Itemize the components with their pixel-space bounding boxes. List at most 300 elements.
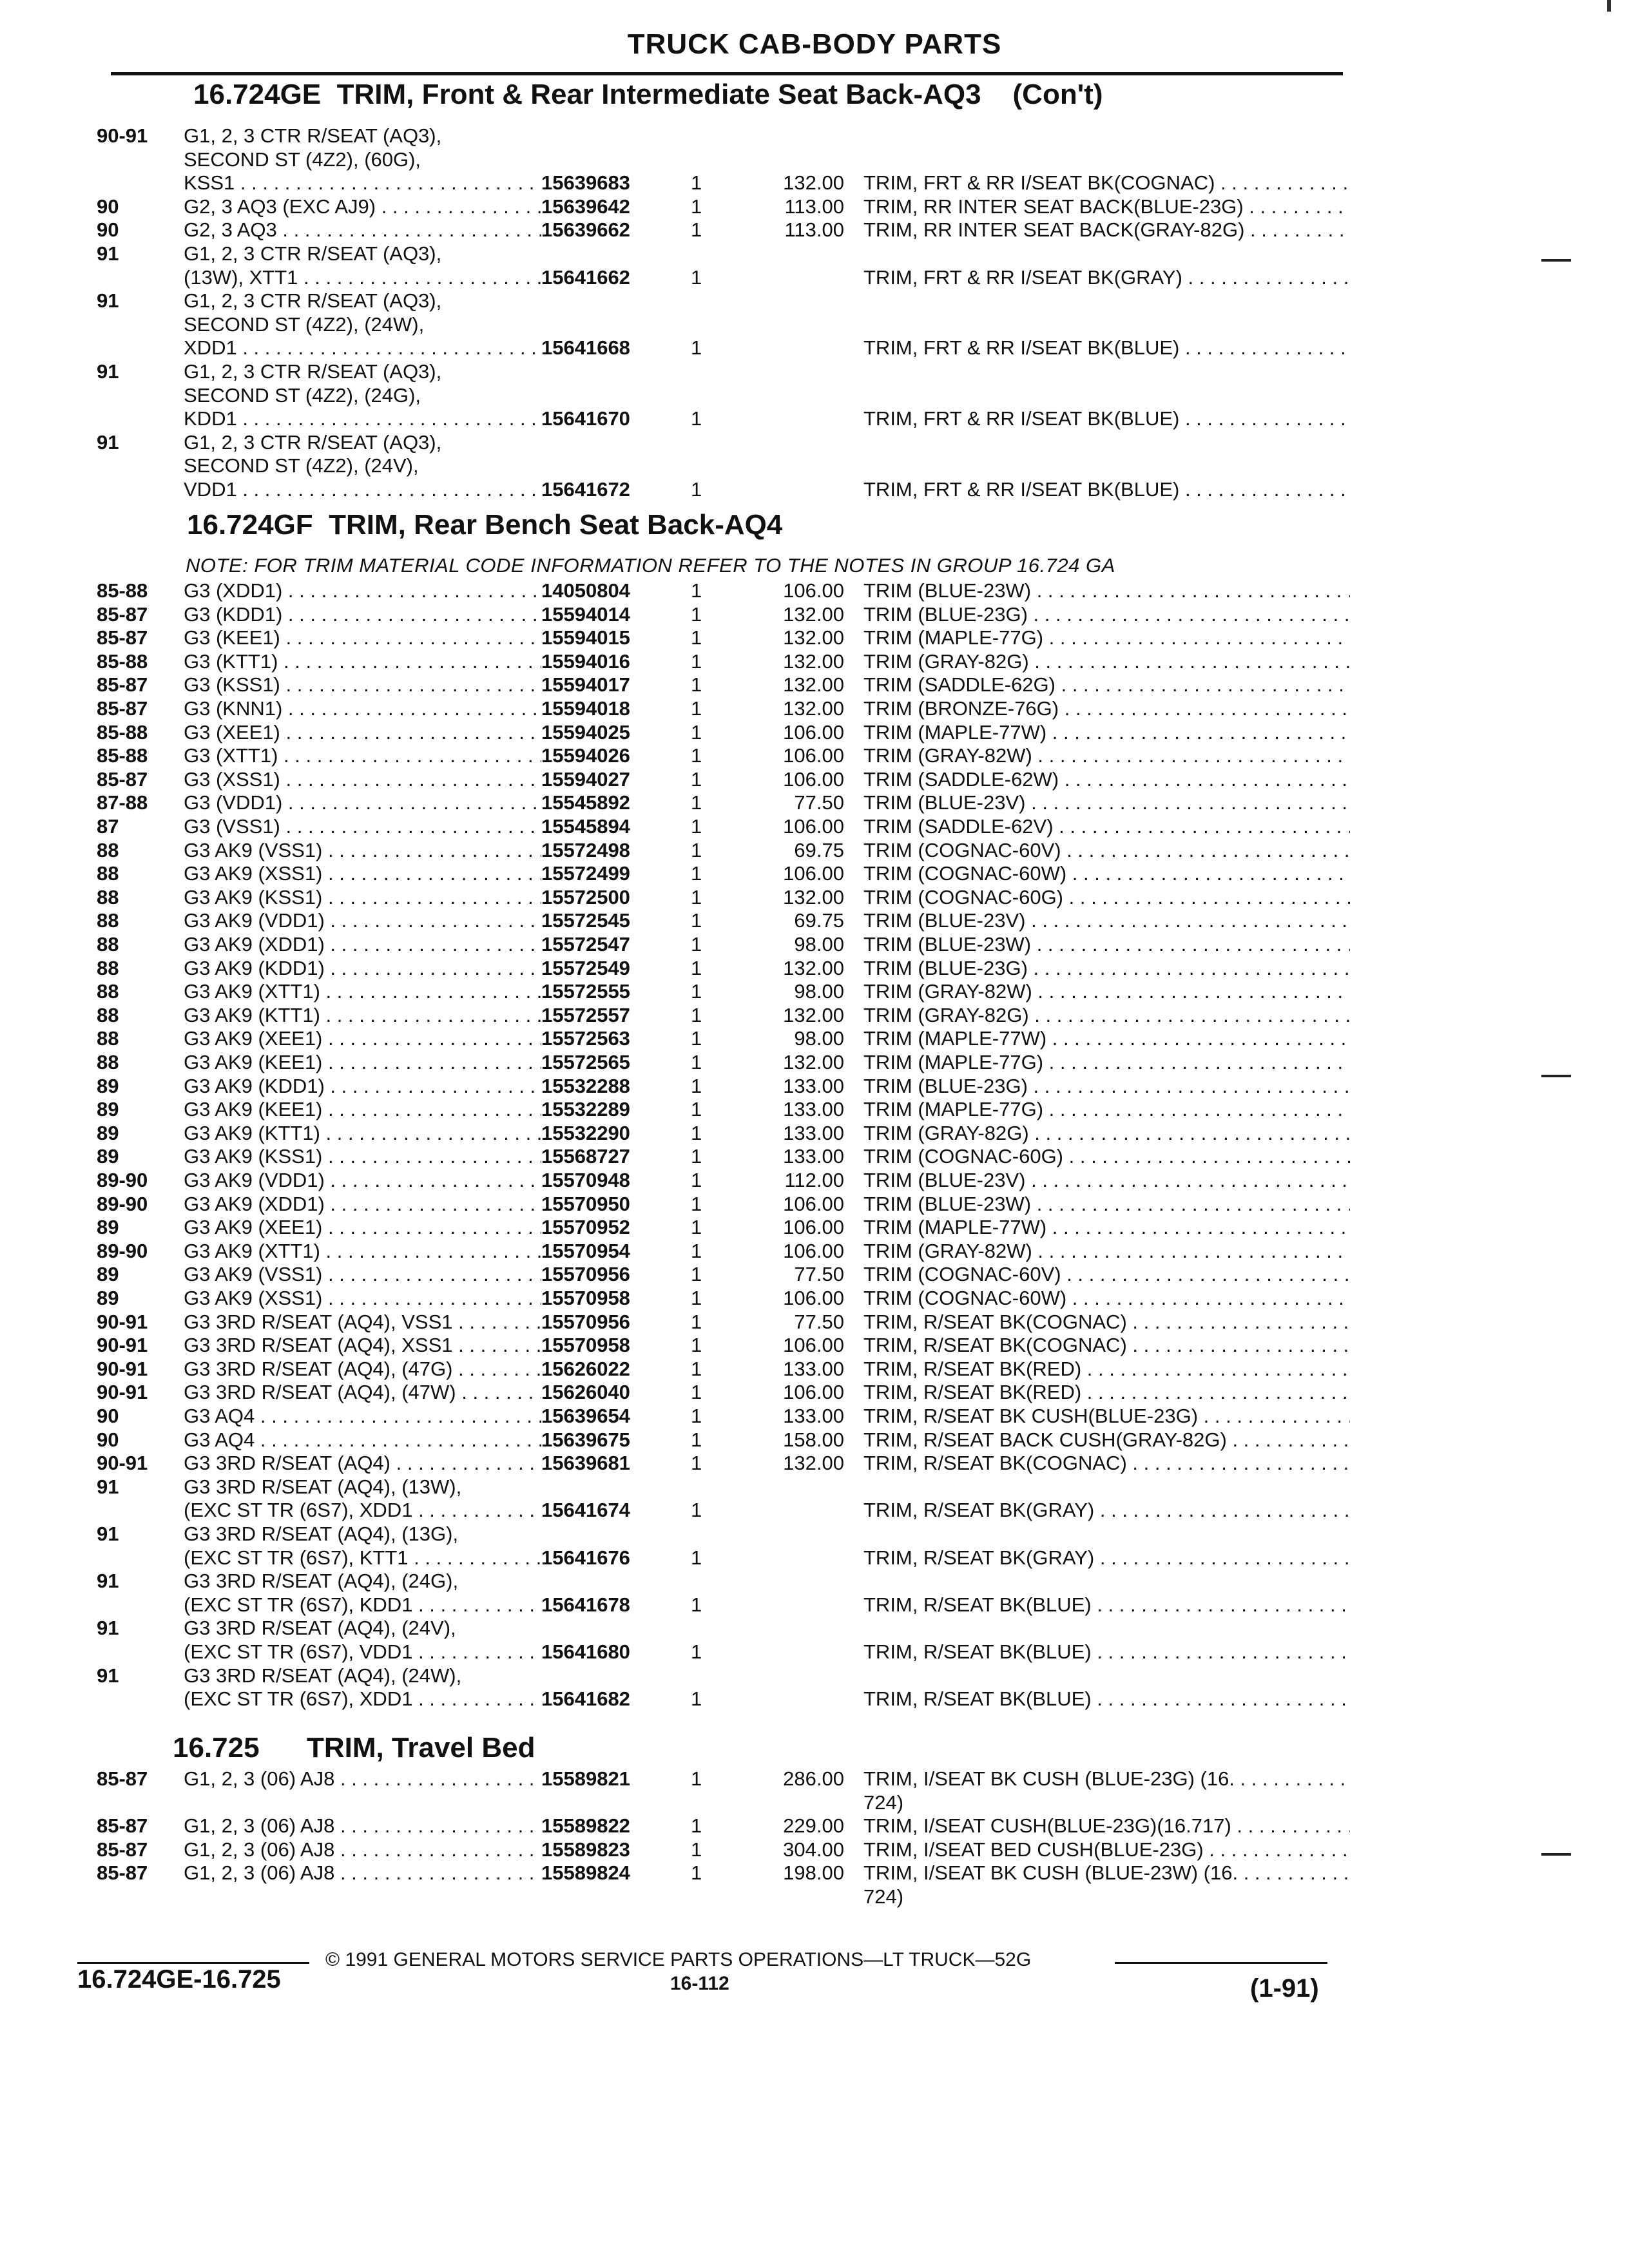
page-header-title: TRUCK CAB-BODY PARTS [627, 28, 1002, 60]
application: G3 AK9 (KDD1) . . . [184, 956, 541, 980]
application: SECOND ST (4Z2), (24W), [184, 312, 425, 336]
part-number: 15641678 [541, 1593, 630, 1616]
quantity: 1 [691, 1310, 702, 1333]
part-number: 15594015 [541, 626, 630, 649]
price: 106.00 [783, 815, 844, 838]
price: 77.50 [794, 791, 844, 814]
part-number: 15572500 [541, 885, 630, 908]
part-number: 15641662 [541, 265, 630, 289]
quantity: 1 [691, 1074, 702, 1097]
quantity: 1 [691, 1814, 702, 1838]
section-suffix: (Con't) [1012, 79, 1103, 110]
part-number: 15641682 [541, 1687, 630, 1711]
application: G3 (VSS1) . . . [184, 814, 541, 838]
application: G3 (XTT1) . . . [184, 744, 541, 767]
part-number: 15570954 [541, 1239, 630, 1262]
description: TRIM (MAPLE-77W) . . . [863, 1026, 1350, 1050]
model-year: 90-91 [97, 1357, 148, 1380]
part-number: 15570948 [541, 1169, 630, 1191]
model-year: 90-91 [97, 1334, 148, 1357]
application: G3 3RD R/SEAT (AQ4), (24V), [184, 1617, 456, 1640]
quantity: 1 [691, 336, 702, 360]
section-code: 16.724GE [193, 79, 322, 110]
quantity: 1 [691, 1121, 702, 1144]
description: TRIM, R/SEAT BK(BLUE) . . . [863, 1593, 1350, 1617]
part-number: 15568727 [541, 1145, 630, 1168]
application: G1, 2, 3 CTR R/SEAT (AQ3), [184, 124, 442, 147]
description: TRIM (SADDLE-62W) . . . [863, 767, 1350, 791]
part-number: 14050804 [541, 579, 630, 602]
description: 724) [863, 1885, 904, 1908]
application: G1, 2, 3 (06) AJ8 . . . [184, 1814, 541, 1838]
model-year: 90-91 [97, 1310, 148, 1333]
description: TRIM (GRAY-82G) . . . [863, 649, 1350, 673]
application: XDD1 . . . [184, 336, 541, 360]
application: G1, 2, 3 (06) AJ8 . . . [184, 1767, 541, 1791]
application: G3 AK9 (KTT1) . . . [184, 1003, 541, 1027]
description: TRIM (COGNAC-60G) . . . [863, 885, 1350, 909]
part-number: 15641674 [541, 1499, 630, 1522]
description: TRIM (BLUE-23G) . . . [863, 956, 1350, 980]
description: TRIM, FRT & RR I/SEAT BK(BLUE) . . . [863, 336, 1350, 360]
quantity: 1 [691, 649, 702, 673]
price: 106.00 [783, 579, 844, 602]
part-number: 15641668 [541, 336, 630, 360]
description: TRIM, FRT & RR I/SEAT BK(BLUE) . . . [863, 407, 1350, 430]
application: SECOND ST (4Z2), (60G), [184, 148, 421, 171]
description: TRIM (BLUE-23V) . . . [863, 908, 1350, 932]
trim-note: NOTE: FOR TRIM MATERIAL CODE INFORMATION REFER TO THE NOTES IN GROUP 16.724 GA [186, 554, 1115, 577]
quantity: 1 [691, 767, 702, 791]
application: (EXC ST TR (6S7), XDD1 . . . [184, 1687, 541, 1711]
part-number: 15641680 [541, 1640, 630, 1663]
part-number: 15589823 [541, 1838, 630, 1861]
model-year: 88 [97, 956, 119, 979]
part-number: 15532289 [541, 1098, 630, 1121]
quantity: 1 [691, 1357, 702, 1380]
application: G3 AK9 (XTT1) . . . [184, 979, 541, 1003]
application: G3 3RD R/SEAT (AQ4) . . . [184, 1451, 541, 1475]
application: G3 AK9 (KSS1) . . . [184, 885, 541, 909]
price: 113.00 [784, 218, 844, 242]
part-number: 15545892 [541, 791, 630, 814]
part-number: 15570956 [541, 1263, 630, 1286]
price: 198.00 [783, 1861, 844, 1885]
quantity: 1 [691, 1499, 702, 1522]
application: G3 AQ4 . . . [184, 1428, 541, 1452]
part-number: 15572547 [541, 933, 630, 956]
model-year: 85-88 [97, 649, 148, 673]
application: G3 AK9 (XDD1) . . . [184, 932, 541, 956]
application: G3 AK9 (VSS1) . . . [184, 1262, 541, 1286]
quantity: 1 [691, 579, 702, 602]
description: TRIM (BLUE-23W) . . . [863, 1192, 1350, 1216]
model-year: 88 [97, 909, 119, 932]
model-year: 89 [97, 1263, 119, 1286]
part-number: 15641670 [541, 407, 630, 430]
price: 132.00 [783, 602, 844, 626]
price: 132.00 [783, 1003, 844, 1026]
application: G3 (KDD1) . . . [184, 602, 541, 626]
description: TRIM (GRAY-82G) . . . [863, 1003, 1350, 1027]
model-year: 85-87 [97, 767, 148, 791]
price: 106.00 [783, 767, 844, 791]
model-year: 90 [97, 195, 119, 218]
footer-revision-date: (1-91) [1250, 1974, 1319, 2003]
edge-mark [1541, 259, 1571, 262]
model-year: 85-87 [97, 1814, 148, 1838]
model-year: 85-87 [97, 1767, 148, 1790]
footer-copyright: © 1991 GENERAL MOTORS SERVICE PARTS OPERATIONS—LT TRUCK—52G [325, 1949, 1032, 1970]
price: 132.00 [783, 1452, 844, 1475]
application: G3 (XDD1) . . . [184, 579, 541, 602]
description: TRIM, R/SEAT BK CUSH(BLUE-23G) . . . [863, 1404, 1350, 1428]
model-year: 91 [97, 1523, 119, 1545]
price: 286.00 [783, 1767, 844, 1790]
quantity: 1 [691, 171, 702, 195]
application: G3 (VDD1) . . . [184, 791, 541, 814]
price: 98.00 [794, 1027, 844, 1050]
model-year: 88 [97, 1051, 119, 1073]
application: G3 AK9 (XSS1) . . . [184, 861, 541, 885]
application: KDD1 . . . [184, 407, 541, 430]
application: G3 3RD R/SEAT (AQ4), (24G), [184, 1570, 459, 1593]
description: TRIM (GRAY-82W) . . . [863, 1239, 1350, 1263]
description: TRIM (MAPLE-77G) . . . [863, 1097, 1350, 1121]
edge-mark [1541, 1853, 1571, 1856]
model-year: 85-87 [97, 697, 148, 720]
model-year: 88 [97, 933, 119, 956]
model-year: 87 [97, 815, 119, 838]
edge-mark [1607, 0, 1611, 12]
part-number: 15639683 [541, 171, 630, 195]
part-number: 15589824 [541, 1861, 630, 1885]
part-number: 15570950 [541, 1192, 630, 1215]
price: 133.00 [783, 1074, 844, 1097]
model-year: 85-88 [97, 720, 148, 744]
description: TRIM, FRT & RR I/SEAT BK(COGNAC) . . . [863, 171, 1350, 195]
application: (EXC ST TR (6S7), VDD1 . . . [184, 1640, 541, 1664]
quantity: 1 [691, 602, 702, 626]
description: TRIM, I/SEAT BED CUSH(BLUE-23G) . . . [863, 1838, 1350, 1861]
application: SECOND ST (4Z2), (24V), [184, 454, 419, 477]
application: G3 (KTT1) . . . [184, 649, 541, 673]
description: TRIM, RR INTER SEAT BACK(BLUE-23G) . . . [863, 195, 1350, 218]
price: 106.00 [783, 1216, 844, 1239]
description: TRIM, R/SEAT BK(BLUE) . . . [863, 1687, 1350, 1711]
header-rule [111, 72, 1343, 75]
model-year: 85-87 [97, 602, 148, 626]
part-number: 15594026 [541, 744, 630, 767]
part-number: 15572555 [541, 980, 630, 1003]
application: G3 AK9 (VDD1) . . . [184, 908, 541, 932]
quantity: 1 [691, 1192, 702, 1215]
quantity: 1 [691, 626, 702, 649]
quantity: 1 [691, 1003, 702, 1026]
model-year: 88 [97, 1027, 119, 1050]
application: G3 AK9 (KSS1) . . . [184, 1144, 541, 1168]
part-number: 15572549 [541, 956, 630, 979]
application: G3 3RD R/SEAT (AQ4), VSS1 . . . [184, 1310, 541, 1334]
application: G3 3RD R/SEAT (AQ4), XSS1 . . . [184, 1333, 541, 1357]
quantity: 1 [691, 1428, 702, 1451]
application: (EXC ST TR (6S7), KTT1 . . . [184, 1546, 541, 1570]
edge-mark [1541, 1075, 1571, 1077]
model-year: 91 [97, 360, 119, 383]
application: G3 AK9 (VDD1) . . . [184, 1168, 541, 1192]
application: G3 3RD R/SEAT (AQ4), (47W) . . . [184, 1380, 541, 1404]
quantity: 1 [691, 980, 702, 1003]
description: TRIM, R/SEAT BK(RED) . . . [863, 1357, 1350, 1381]
model-year: 91 [97, 242, 119, 265]
application: SECOND ST (4Z2), (24G), [184, 383, 421, 407]
price: 113.00 [784, 195, 844, 218]
description: TRIM, R/SEAT BK(COGNAC) . . . [863, 1451, 1350, 1475]
part-number: 15589821 [541, 1767, 630, 1790]
model-year: 88 [97, 862, 119, 885]
description: TRIM (BLUE-23W) . . . [863, 579, 1350, 602]
application: G3 3RD R/SEAT (AQ4), (24W), [184, 1664, 462, 1687]
quantity: 1 [691, 933, 702, 956]
application: G3 AK9 (XSS1) . . . [184, 1286, 541, 1310]
quantity: 1 [691, 1334, 702, 1357]
description: TRIM, FRT & RR I/SEAT BK(GRAY) . . . [863, 265, 1350, 289]
part-number: 15570956 [541, 1310, 630, 1333]
quantity: 1 [691, 407, 702, 430]
price: 106.00 [783, 862, 844, 885]
description: TRIM, R/SEAT BK(RED) . . . [863, 1380, 1350, 1404]
application: G3 3RD R/SEAT (AQ4), (13W), [184, 1475, 462, 1498]
model-year: 88 [97, 980, 119, 1003]
application: G3 (KNN1) . . . [184, 697, 541, 720]
application: G3 AK9 (KEE1) . . . [184, 1050, 541, 1074]
part-number: 15639662 [541, 218, 630, 242]
description: TRIM (BLUE-23V) . . . [863, 791, 1350, 814]
quantity: 1 [691, 1098, 702, 1121]
part-number: 15572565 [541, 1051, 630, 1073]
price: 69.75 [794, 909, 844, 932]
part-number: 15626022 [541, 1357, 630, 1380]
part-number: 15626040 [541, 1381, 630, 1404]
part-number: 15639654 [541, 1405, 630, 1427]
price: 132.00 [783, 697, 844, 720]
application: G3 AK9 (XEE1) . . . [184, 1026, 541, 1050]
price: 158.00 [783, 1428, 844, 1451]
model-year: 89 [97, 1098, 119, 1121]
quantity: 1 [691, 1593, 702, 1616]
model-year: 89-90 [97, 1169, 148, 1191]
description: TRIM (BLUE-23G) . . . [863, 1074, 1350, 1098]
application: G3 AK9 (XDD1) . . . [184, 1192, 541, 1216]
model-year: 91 [97, 289, 119, 312]
section-title: TRIM, Travel Bed [306, 1732, 535, 1763]
application: VDD1 . . . [184, 477, 541, 501]
price: 133.00 [783, 1405, 844, 1427]
model-year: 91 [97, 1664, 119, 1687]
section-code: 16.724GF [187, 509, 313, 541]
quantity: 1 [691, 1216, 702, 1239]
quantity: 1 [691, 673, 702, 697]
section-code: 16.725 [173, 1732, 260, 1763]
description: TRIM, I/SEAT BK CUSH (BLUE-23W) (16. . . . [863, 1861, 1350, 1885]
part-number: 15594018 [541, 697, 630, 720]
part-number: 15589822 [541, 1814, 630, 1838]
price: 69.75 [794, 838, 844, 861]
application: G3 AK9 (KTT1) . . . [184, 1121, 541, 1145]
model-year: 90 [97, 1405, 119, 1427]
quantity: 1 [691, 862, 702, 885]
section-heading-724gf [187, 509, 782, 541]
quantity: 1 [691, 1546, 702, 1569]
model-year: 87-88 [97, 791, 148, 814]
price: 106.00 [783, 744, 844, 767]
quantity: 1 [691, 1861, 702, 1885]
section-heading-724ge [193, 79, 1103, 111]
quantity: 1 [691, 195, 702, 218]
application: G3 AK9 (XTT1) . . . [184, 1239, 541, 1263]
application: (EXC ST TR (6S7), KDD1 . . . [184, 1593, 541, 1617]
description: TRIM (MAPLE-77W) . . . [863, 720, 1350, 744]
model-year: 89-90 [97, 1192, 148, 1215]
description: TRIM (COGNAC-60W) . . . [863, 861, 1350, 885]
price: 132.00 [783, 1051, 844, 1073]
application: G3 AK9 (VSS1) . . . [184, 838, 541, 862]
part-number: 15572557 [541, 1003, 630, 1026]
description: TRIM, R/SEAT BK(GRAY) . . . [863, 1498, 1350, 1522]
model-year: 89-90 [97, 1239, 148, 1262]
quantity: 1 [691, 838, 702, 861]
application: G3 3RD R/SEAT (AQ4), (47G) . . . [184, 1357, 541, 1381]
quantity: 1 [691, 1687, 702, 1711]
footer-page-number: 16-112 [670, 1973, 729, 1994]
price: 77.50 [794, 1310, 844, 1333]
description: TRIM (SADDLE-62G) . . . [863, 673, 1350, 697]
description: TRIM (GRAY-82W) . . . [863, 979, 1350, 1003]
part-number: 15594027 [541, 767, 630, 791]
price: 132.00 [783, 649, 844, 673]
price: 106.00 [783, 1381, 844, 1404]
part-number: 15572498 [541, 838, 630, 861]
application: G3 (KEE1) . . . [184, 626, 541, 649]
price: 77.50 [794, 1263, 844, 1286]
price: 106.00 [783, 1334, 844, 1357]
model-year: 90-91 [97, 1452, 148, 1475]
quantity: 1 [691, 909, 702, 932]
model-year: 91 [97, 1617, 119, 1640]
application: G1, 2, 3 (06) AJ8 . . . [184, 1838, 541, 1861]
description: 724) [863, 1791, 904, 1814]
description: TRIM, R/SEAT BK(COGNAC) . . . [863, 1333, 1350, 1357]
description: TRIM (BLUE-23V) . . . [863, 1168, 1350, 1192]
quantity: 1 [691, 478, 702, 501]
description: TRIM (COGNAC-60V) . . . [863, 1262, 1350, 1286]
price: 112.00 [784, 1169, 844, 1191]
description: TRIM, I/SEAT BK CUSH (BLUE-23G) (16. . . . [863, 1767, 1350, 1791]
price: 106.00 [783, 1287, 844, 1309]
model-year: 85-87 [97, 1861, 148, 1885]
model-year: 85-87 [97, 626, 148, 649]
model-year: 89 [97, 1145, 119, 1168]
footer-section-range: 16.724GE-16.725 [77, 1965, 281, 1994]
quantity: 1 [691, 1027, 702, 1050]
footer-rule-right [1115, 1962, 1327, 1964]
part-number: 15594017 [541, 673, 630, 697]
quantity: 1 [691, 1051, 702, 1073]
part-number: 15572545 [541, 909, 630, 932]
model-year: 90 [97, 1428, 119, 1451]
description: TRIM (MAPLE-77G) . . . [863, 626, 1350, 649]
description: TRIM, R/SEAT BK(GRAY) . . . [863, 1546, 1350, 1570]
price: 132.00 [783, 171, 844, 195]
application: (13W), XTT1 . . . [184, 265, 541, 289]
quantity: 1 [691, 744, 702, 767]
price: 133.00 [783, 1145, 844, 1168]
price: 106.00 [783, 720, 844, 744]
part-number: 15532290 [541, 1121, 630, 1144]
part-number: 15639642 [541, 195, 630, 218]
application: G3 AK9 (XEE1) . . . [184, 1215, 541, 1239]
model-year: 90-91 [97, 124, 148, 147]
model-year: 89 [97, 1074, 119, 1097]
model-year: 89 [97, 1121, 119, 1144]
description: TRIM, I/SEAT CUSH(BLUE-23G)(16.717) . . . [863, 1814, 1350, 1838]
description: TRIM, FRT & RR I/SEAT BK(BLUE) . . . [863, 477, 1350, 501]
description: TRIM (GRAY-82W) . . . [863, 744, 1350, 767]
model-year: 91 [97, 1570, 119, 1593]
description: TRIM (MAPLE-77G) . . . [863, 1050, 1350, 1074]
part-number: 15570958 [541, 1287, 630, 1309]
application: G3 AK9 (KEE1) . . . [184, 1097, 541, 1121]
application: G3 AK9 (KDD1) . . . [184, 1074, 541, 1098]
quantity: 1 [691, 815, 702, 838]
description: TRIM (SADDLE-62V) . . . [863, 814, 1350, 838]
application: G2, 3 AQ3 . . . [184, 218, 541, 242]
application: G1, 2, 3 CTR R/SEAT (AQ3), [184, 430, 442, 454]
quantity: 1 [691, 218, 702, 242]
model-year: 91 [97, 430, 119, 454]
model-year: 89 [97, 1287, 119, 1309]
quantity: 1 [691, 1287, 702, 1309]
section-title: TRIM, Front & Rear Intermediate Seat Back-AQ3 [336, 79, 981, 110]
application: G3 (KSS1) . . . [184, 673, 541, 697]
quantity: 1 [691, 1263, 702, 1286]
application: G3 AQ4 . . . [184, 1404, 541, 1428]
application: G3 (XSS1) . . . [184, 767, 541, 791]
quantity: 1 [691, 1145, 702, 1168]
footer-rule-left [77, 1962, 309, 1964]
section-title: TRIM, Rear Bench Seat Back-AQ4 [329, 509, 783, 541]
description: TRIM (COGNAC-60G) . . . [863, 1144, 1350, 1168]
model-year: 85-87 [97, 1838, 148, 1861]
application: G3 (XEE1) . . . [184, 720, 541, 744]
application: G3 3RD R/SEAT (AQ4), (13G), [184, 1523, 459, 1545]
quantity: 1 [691, 265, 702, 289]
description: TRIM, R/SEAT BK(BLUE) . . . [863, 1640, 1350, 1664]
price: 106.00 [783, 1192, 844, 1215]
description: TRIM (BLUE-23W) . . . [863, 932, 1350, 956]
price: 133.00 [783, 1357, 844, 1380]
part-number: 15639681 [541, 1452, 630, 1475]
part-number: 15594014 [541, 602, 630, 626]
quantity: 1 [691, 1239, 702, 1262]
part-number: 15641672 [541, 478, 630, 501]
description: TRIM (COGNAC-60W) . . . [863, 1286, 1350, 1310]
application: G1, 2, 3 (06) AJ8 . . . [184, 1861, 541, 1885]
application: KSS1 . . . [184, 171, 541, 195]
quantity: 1 [691, 1452, 702, 1475]
part-number: 15532288 [541, 1074, 630, 1097]
model-year: 88 [97, 885, 119, 908]
